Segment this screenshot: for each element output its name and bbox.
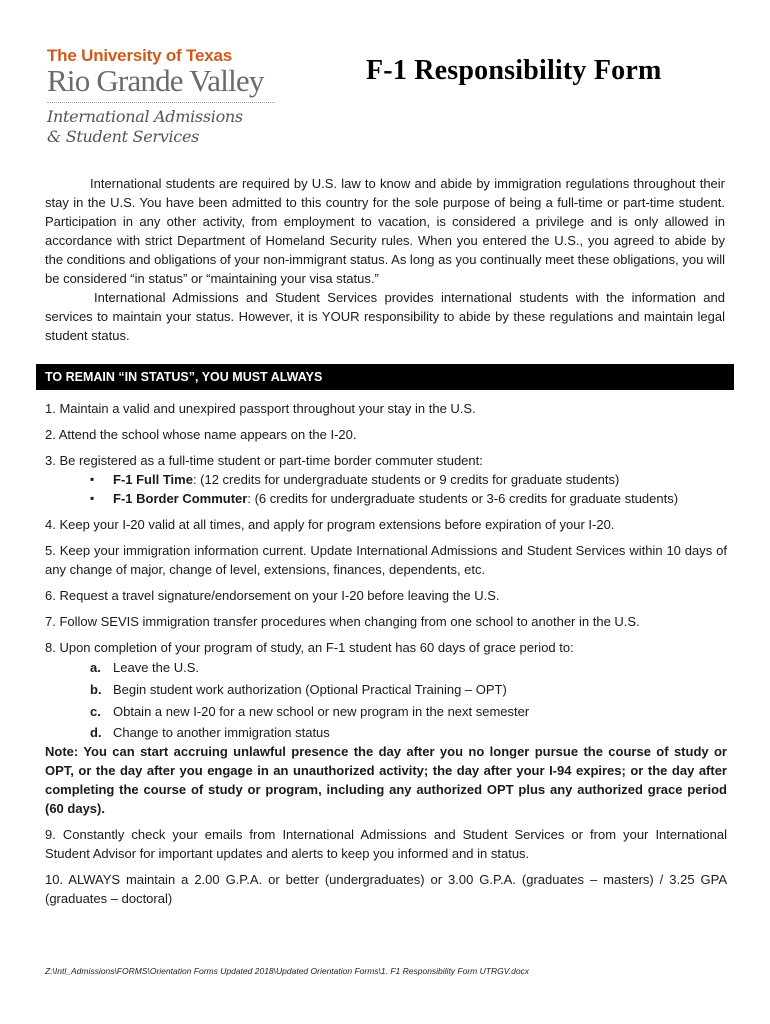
requirement-6: 6. Request a travel signature/endorsement on your I-20 before leaving the U.S. [45, 588, 500, 603]
bullet-label: F-1 Border Commuter [113, 491, 248, 506]
option-text: Leave the U.S. [113, 660, 199, 675]
logo-department-line1: International Admissions [47, 107, 243, 126]
requirement-5: 5. Keep your immigration information current. Update International Admissions and Student Services within 10 days of any change of major, change of level, extensions, finances, dependents, etc. [45, 543, 727, 577]
requirement-1: 1. Maintain a valid and unexpired passport throughout your stay in the U.S. [45, 401, 476, 416]
unlawful-presence-note: Note: You can start accruing unlawful presence the day after you no longer pursue the course of study or OPT, or the day after you engage in an unauthorized activity; the day after your I-94 expires; or the day after completing the course of study or program, including any authorized OPT plus any authorized grace period (60 days). [45, 744, 727, 816]
requirement-7: 7. Follow SEVIS immigration transfer procedures when changing from one school to another in the U.S. [45, 614, 640, 629]
option-letter: c. [90, 704, 101, 719]
logo-department-line2: & Student Services [47, 127, 200, 146]
intro-section [45, 174, 725, 345]
requirement-9: 9. Constantly check your emails from International Admissions and Student Services or from your International Student Advisor for important updates and alerts to keep you informed and in status. [45, 827, 727, 861]
page-title: F-1 Responsibility Form [366, 55, 662, 86]
option-text: Begin student work authorization (Optional Practical Training – OPT) [113, 682, 507, 697]
bullet-label: F-1 Full Time [113, 472, 193, 487]
option-letter: a. [90, 660, 101, 675]
logo-dotted-divider [47, 102, 275, 103]
option-c [45, 701, 727, 723]
section-heading: TO REMAIN “IN STATUS”, YOU MUST ALWAYS [36, 364, 734, 390]
requirement-8-options [45, 657, 727, 742]
option-letter: d. [90, 725, 102, 740]
option-d [45, 723, 727, 742]
option-text: Change to another immigration status [113, 725, 330, 740]
bullet-f1-full-time [45, 470, 727, 489]
intro-paragraph-1: International students are required by U.S. law to know and abide by immigration regulations throughout their stay in the U.S. You have been admitted to this country for the sole purpose of being a full-time or part-time student. Participation in any other activity, from employment to vacation, is considered a privilege and is only allowed in accordance with strict Department of Homeland Security rules. When you entered the U.S., you agreed to abide by the conditions and obligations of your non-immigrant status. As long as you continually meet these obligations, you will be considered “in status” or “maintaining your visa status.” [45, 176, 725, 286]
university-logo [47, 46, 337, 147]
requirement-8-text: 8. Upon completion of your program of study, an F-1 student has 60 days of grace period to: [45, 640, 574, 655]
intro-paragraph-2: International Admissions and Student Services provides international students with the information and services to maintain your status. However, it is YOUR responsibility to abide by these regulations and maintain legal student status. [45, 290, 725, 343]
bullet-f1-border-commuter [45, 489, 727, 508]
option-a [45, 657, 727, 679]
requirement-3-bullets [45, 470, 727, 508]
file-path-footer: Z:\Intl_Admissions\FORMS\Orientation Forms Updated 2018\Updated Orientation Forms\1. F1 Responsibility Form UTRGV.docx [45, 966, 530, 976]
requirement-10: 10. ALWAYS maintain a 2.00 G.P.A. or better (undergraduates) or 3.00 G.P.A. (graduates – masters) / 3.25 GPA (graduates – doctoral) [45, 872, 727, 906]
requirement-8 [45, 638, 727, 742]
logo-university-name: The University of Texas [47, 46, 232, 65]
requirement-3-text: 3. Be registered as a full-time student or part-time border commuter student: [45, 453, 483, 468]
bullet-text: : (6 credits for undergraduate students or 3-6 credits for graduate students) [247, 491, 679, 506]
option-letter: b. [90, 682, 102, 697]
requirement-4: 4. Keep your I-20 valid at all times, and apply for program extensions before expiration of your I-20. [45, 517, 615, 532]
bullet-text: : (12 credits for undergraduate students or 9 credits for graduate students) [192, 472, 620, 487]
option-b [45, 679, 727, 701]
requirements-list [45, 399, 727, 915]
requirement-3 [45, 451, 727, 508]
option-text: Obtain a new I-20 for a new school or new program in the next semester [113, 704, 530, 719]
logo-campus-name: Rio Grande Valley [47, 63, 264, 98]
requirement-2: 2. Attend the school whose name appears on the I-20. [45, 427, 357, 442]
